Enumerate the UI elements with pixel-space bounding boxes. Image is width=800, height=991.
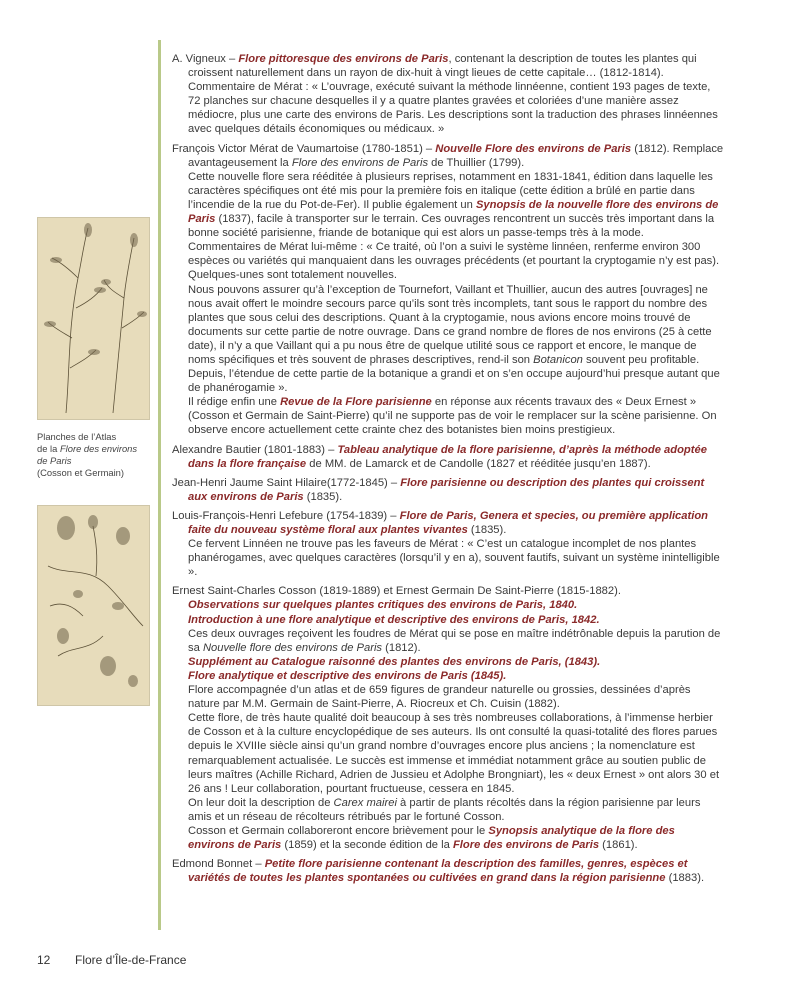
atlas-plate-image-1 — [37, 217, 150, 420]
book-title: Flore d’Île-de-France — [75, 953, 187, 967]
entry-paragraph — [188, 613, 724, 627]
bibliography-entry — [172, 52, 724, 137]
entry-paragraph: Nous pouvons assurer qu’à l’exception de Tournefort, Vaillant et Thuillier, aucun des autres [ouvrages] ne nous avait offert le moindre secours parce qu’ils sont très incomplets, tant sous le rapport du nombre des plantes que sous celui des descriptions. Quant à la cryptogamie, nous avions encore moins trouvé de documents sur cette partie de notre ouvrage. Dans ce grand nombre de flores de nos environs (25 à cette date), il n’y a que Vaillant qui a pu nous être de quelque utilité sous ce rapport et encore, le manque de noms spécifiques et très souvent de phrases descriptives, rend-il son Botanicon souvent peu profitable. Depuis, l’étendue de cette partie de la botanique a grandi et on s’en occupe aujourd’hui presque autant que de phanérogamie ». — [188, 283, 720, 395]
bibliography-entry — [172, 857, 724, 885]
entry-paragraph: Ces deux ouvrages reçoivent les foudres de Mérat qui se pose en maître indétrônable depuis la parution de sa Nouvelle flore des environs de Paris (1812). — [188, 627, 721, 654]
bibliography-column — [172, 52, 724, 890]
work-title: Flore parisienne ou description des plantes qui croissent aux environs de Paris — [188, 476, 705, 503]
work-title: Flore pittoresque des environs de Paris — [238, 53, 449, 65]
bibliography-entry — [172, 443, 724, 471]
caption-line-1: Planches de l’Atlas — [37, 431, 117, 442]
work-title: Supplément au Catalogue raisonné des plantes des environs de Paris, (1843). — [188, 655, 601, 668]
entry-paragraph: On leur doit la description de Carex mairei à partir de plants récoltés dans la région parisienne par leurs amis et un réseau de récolteurs rétribués par le fortuné Cosson. — [188, 796, 701, 823]
caption-line-4: (Cosson et Germain) — [37, 467, 125, 478]
work-title: Flore de Paris, Genera et species, ou première application faite du nouveau système floral aux plantes vivantes — [188, 509, 709, 536]
work-title: Observations sur quelques plantes critiques des environs de Paris, 1840. — [188, 599, 578, 612]
entry-paragraph: Flore accompagnée d’un atlas et de 659 figures de grandeur naturelle ou grossies, dessinées d’après nature par M.M. Germain de Saint-Pierre, A. Riocreux et Ch. Cuisin (1882). — [188, 684, 691, 711]
entry-heading: A. Vigneux – Flore pittoresque des environs de Paris, contenant la description de toutes les plantes qui croissent naturellement dans un rayon de dix-huit à vingt lieues de cette capitale… (1812-1814). — [172, 53, 697, 80]
entry-paragraph: Cette flore, de très haute qualité doit beaucoup à ses très nombreuses collaborations, à l’immense herbier de Cosson et à la culture encyclopédique de ses auteurs. Ils ont consulté la quasi-totalité des flores parues depuis le XVIIIe siècle ainsi qu’un grand nombre d’ouvrages encore plus anciens ; la nomenclature est remarquablement actualisée. Le succès est immense et immédiat notamment grâce au soutien public de leurs maîtres (Achille Richard, Adrien de Jussieu et Adolphe Brongniart), les « deux Ernest » ont alors 30 et 26 ans ! Leur collaboration, pourtant fructueuse, cessera en 1845. — [188, 712, 720, 795]
entry-paragraph — [188, 598, 724, 612]
work-title: Synopsis de la nouvelle flore des environs de Paris — [188, 198, 719, 226]
entry-paragraph: Ce fervent Linnéen ne trouve pas les faveurs de Mérat : « C’est un catalogue incomplet de nos plantes phanérogames, avec quelques caractères (lorsqu’il y en a), souvent fautifs, suivant un système inintelligible ». — [188, 538, 720, 579]
entry-paragraph: Il rédige enfin une Revue de la Flore parisienne en réponse aux récents travaux des « Deux Ernest » (Cosson et Germain de Saint-Pierre) qu’il ne supporte pas de voir le remplacer sur la scène parisienne. On observe encore actuellement cette crainte chez des botanistes bien moins prestigieux. — [188, 396, 717, 437]
bibliography-entry — [172, 509, 724, 579]
bibliography-entry — [172, 142, 724, 438]
bibliography-entry — [172, 584, 724, 852]
work-title: Flore analytique et descriptive des environs de Paris (1845). — [188, 669, 507, 682]
work-title: Synopsis analytique de la flore des environs de Paris — [188, 824, 675, 852]
entry-paragraph: Cosson et Germain collaboreront encore brièvement pour le Synopsis analytique de la flore des environs de Paris (1859) et la seconde édition de la Flore des environs de Paris (1861). — [188, 824, 675, 852]
work-title: Petite flore parisienne contenant la description des familles, genres, espèces et variétés de toutes les plantes spontanées ou cultivées en grand dans la région parisienne — [188, 858, 688, 885]
entry-heading: Edmond Bonnet – Petite flore parisienne contenant la description des familles, genres, espèces et variétés de toutes les plantes spontanées ou cultivées en grand dans la région parisienne (1883). — [172, 858, 705, 885]
caption-line-2: de la Flore des environs — [37, 443, 138, 454]
work-title: Revue de la Flore parisienne — [280, 396, 432, 409]
caption-line-3: de Paris — [37, 455, 72, 466]
italic-text: Carex mairei — [333, 796, 397, 809]
work-title: Introduction à une flore analytique et descriptive des environs de Paris, 1842. — [188, 613, 600, 626]
page-number: 12 — [37, 953, 51, 967]
page-footer — [37, 953, 186, 967]
entry-paragraph — [188, 669, 724, 683]
margin-rule — [158, 40, 161, 930]
entry-paragraph: Commentaire de Mérat : « L’ouvrage, exécuté suivant la méthode linnéenne, contient 193 pages de texte, 72 planches sur chacune desquelles il y a quatre plantes gravées et coloriées d’une manière assez médiocre, plus une carte des environs de Paris. Les descriptions sont la traduction des phrases linnéennes avec quelques détails économiques ou médicaux. » — [188, 81, 718, 136]
entry-heading: Ernest Saint-Charles Cosson (1819-1889) et Ernest Germain De Saint-Pierre (1815-1882). — [172, 585, 621, 598]
italic-text: Nouvelle flore des environs de Paris — [202, 641, 383, 654]
work-title: Flore des environs de Paris — [452, 839, 600, 852]
entry-paragraph: Cette nouvelle flore sera rééditée à plusieurs reprises, notamment en 1831-1841, édition dans laquelle les caractères spécifiques ont été mis pour la première fois en italique (cette édition a brûlé en partie dans l’incendie de la rue du Pot-de-Fer). Il publie également un Synopsis de la nouvelle flore des environs de Paris (1837), facile à transporter sur le terrain. Ces ouvrages rencontrent un succès très important dans la bonne société parisienne, friande de botanique qui est alors un passe-temps très à la mode. — [188, 170, 719, 240]
bibliography-entry — [172, 476, 724, 504]
entry-heading: Louis-François-Henri Lefebure (1754-1839) – Flore de Paris, Genera et species, ou première application faite du nouveau système floral aux plantes vivantes (1835). — [172, 509, 709, 536]
atlas-plate-image-2 — [37, 505, 150, 706]
entry-heading: Jean-Henri Jaume Saint Hilaire(1772-1845) – Flore parisienne ou description des plantes qui croissent aux environs de Paris (1835). — [172, 476, 705, 503]
italic-text: Botanicon — [533, 353, 583, 366]
work-title: Tableau analytique de la flore parisienne, d’après la méthode adoptée dans la flore française — [188, 443, 707, 470]
entry-paragraph: Commentaires de Mérat lui-même : « Ce traité, où l’on a suivi le système linnéen, renferme environ 300 espèces ou variétés qui manquaient dans les ouvrages précédents (et pourtant la cryptogamie n’y est pas). Quelques-unes sont totalement nouvelles. — [188, 241, 720, 282]
entry-heading: François Victor Mérat de Vaumartoise (1780-1851) – Nouvelle Flore des environs de Paris (1812). Remplace avantageusement la Flore des environs de Paris de Thuillier (1799). — [172, 142, 724, 169]
italic-text: Flore des environs de Paris — [291, 156, 429, 169]
work-title: Nouvelle Flore des environs de Paris — [435, 142, 632, 155]
plate-caption — [37, 431, 152, 479]
entry-paragraph — [188, 655, 724, 669]
entry-heading: Alexandre Bautier (1801-1883) – Tableau analytique de la flore parisienne, d’après la méthode adoptée dans la flore française de MM. de Lamarck et de Candolle (1827 et rééditée jusqu’en 1887). — [172, 443, 707, 470]
